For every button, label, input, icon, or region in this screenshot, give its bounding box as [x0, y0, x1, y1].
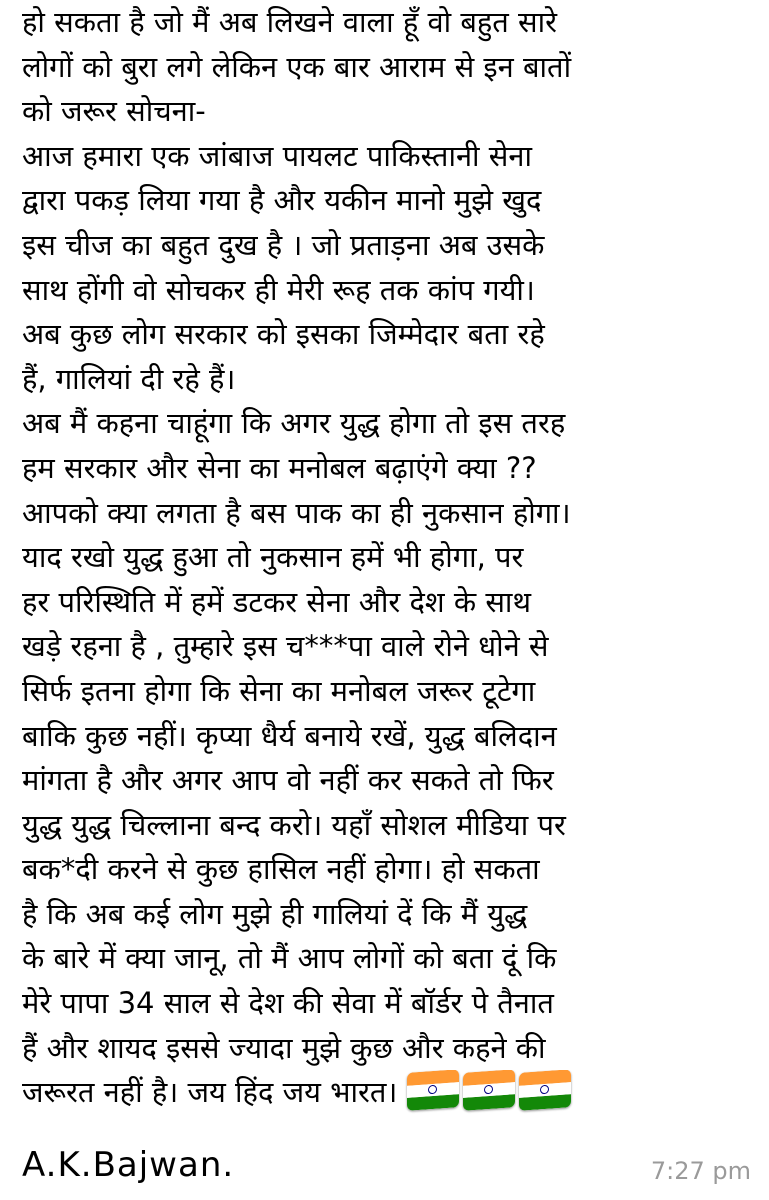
closing-text: जरूरत नहीं है। जय हिंद जय भारत। [22, 1075, 398, 1110]
message-line: हैं, गालियां दी रहे हैं। [22, 361, 236, 396]
message-line: आज हमारा एक जांबाज पायलट पाकिस्तानी सेना [22, 138, 533, 173]
message-line: हम सरकार और सेना का मनोबल बढ़ाएंगे क्या ?? [22, 450, 537, 485]
message-line: याद रखो युद्ध हुआ तो नुकसान हमें भी होगा, पर [22, 540, 524, 575]
message-timestamp: 7:27 pm [650, 1157, 751, 1185]
india-flag-icon [519, 1070, 571, 1111]
message-line: है कि अब कई लोग मुझे ही गालियां दें कि मैं युद्ध [22, 896, 528, 931]
message-line: इस चीज का बहुत दुख है । जो प्रताड़ना अब उसके [22, 227, 545, 262]
message-line: सिर्फ इतना होगा कि सेना का मनोबल जरूर टूटेगा [22, 673, 536, 708]
message-line: हैं और शायद इससे ज्यादा मुझे कुछ और कहने की [22, 1030, 546, 1065]
message-line: खड़े रहना है , तुम्हारे इस च***पा वाले रोने धोने से [22, 629, 549, 664]
message-line: साथ होंगी वो सोचकर ही मेरी रूह तक कांप गयी। [22, 272, 535, 307]
india-flag-icon [463, 1070, 515, 1111]
author-signature: A.K.Bajwan. [22, 1145, 235, 1185]
message-line: बक*दी करने से कुछ हासिल नहीं होगा। हो सकता [22, 852, 540, 887]
message-line: युद्ध युद्ध चिल्लाना बन्द करो। यहाँ सोशल मीडिया पर [22, 807, 566, 842]
message-line: मांगता है और अगर आप वो नहीं कर सकते तो फिर [22, 763, 554, 798]
message-line: बाकि कुछ नहीं। कृप्या धैर्य बनाये रखें, युद्ध बलिदान [22, 718, 557, 753]
message-line: हो सकता है जो मैं अब लिखने वाला हूँ वो बहुत सारे [22, 5, 558, 39]
message-line: अब कुछ लोग सरकार को इसका जिम्मेदार बता रहे [22, 317, 545, 352]
message-line: को जरूर सोचना- [22, 94, 206, 129]
message-line-last [22, 1070, 749, 1115]
message-line: अब मैं कहना चाहूंगा कि अगर युद्ध होगा तो इस तरह [22, 406, 566, 441]
footer-row [22, 1145, 751, 1195]
message-text [22, 0, 749, 1115]
message-line: आपको क्या लगता है बस पाक का ही नुकसान होगा। [22, 495, 571, 530]
india-flag-icon [407, 1070, 459, 1111]
message-line: द्वारा पकड़ लिया गया है और यकीन मानो मुझे खुद [22, 183, 542, 218]
message-line: हर परिस्थिति में हमें डटकर सेना और देश के साथ [22, 584, 531, 619]
message-line: मेरे पापा 34 साल से देश की सेवा में बॉर्डर पे तैनात [22, 986, 554, 1021]
message-line: के बारे में क्या जानू, तो मैं आप लोगों को बता दूं कि [22, 941, 557, 976]
flag-emoji-group [407, 1071, 571, 1109]
message-line: लोगों को बुरा लगे लेकिन एक बार आराम से इन बातों [22, 49, 572, 84]
